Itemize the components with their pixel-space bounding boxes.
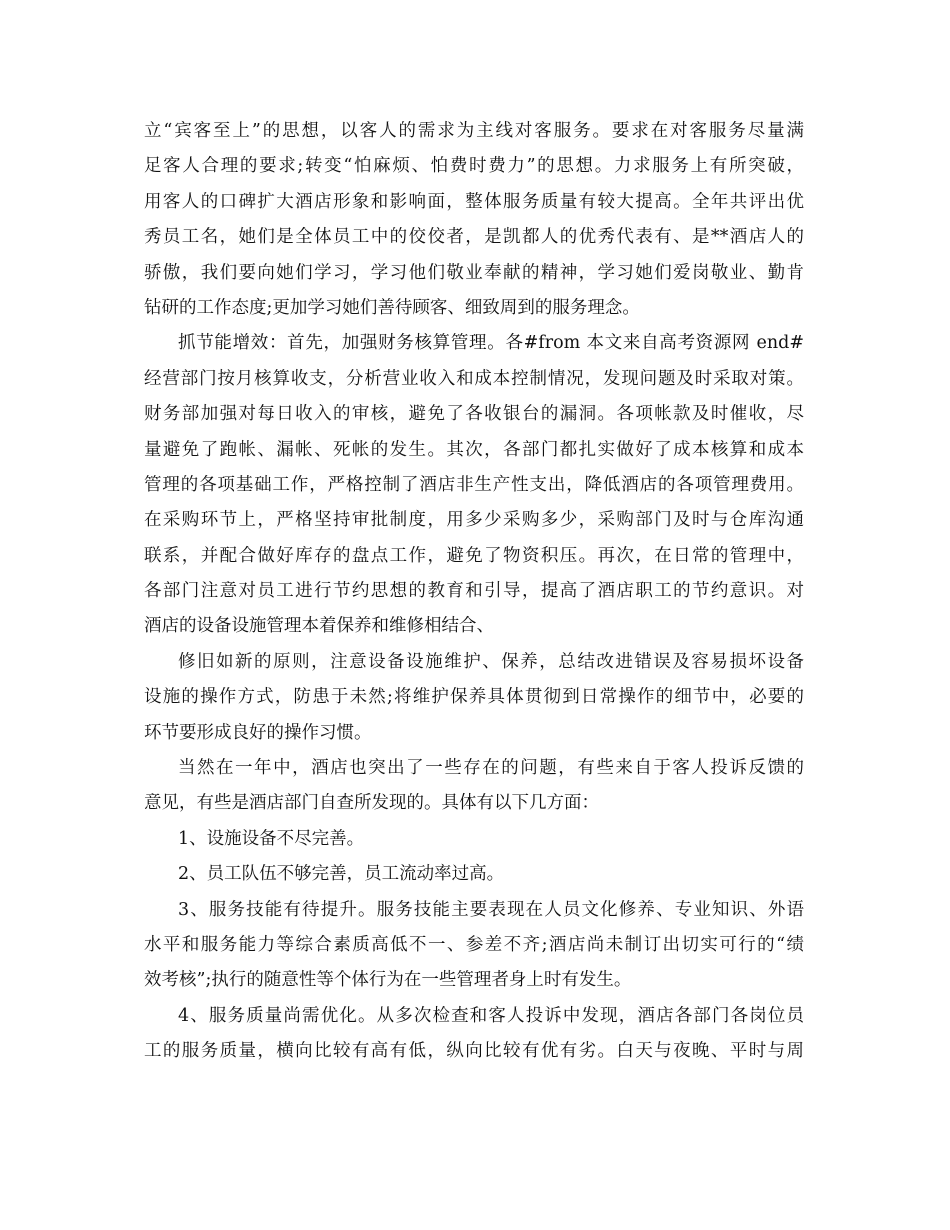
paragraph-start-line: 修旧如新的原则，注意设备设施维护、保养，总结改进错误及容易损坏设备 (178, 651, 804, 672)
text-line: 足客人合理的要求;转变“怕麻烦、怕费时费力”的思想。力求服务上有所突破， (144, 156, 804, 177)
text-line: 财务部加强对每日收入的审核，避免了各收银台的漏洞。各项帐款及时催收，尽 (144, 404, 804, 425)
text-line: 管理的各项基础工作，严格控制了酒店非生产性支出，降低酒店的各项管理费用。 (144, 474, 804, 495)
text-line: 在采购环节上，严格坚持审批制度，用多少采购多少，采购部门及时与仓库沟通 (144, 510, 804, 531)
text-line: 酒店的设备设施管理本着保养和维修相结合、 (144, 616, 494, 637)
list-item-line: 3、服务技能有待提升。服务技能主要表现在人员文化修养、专业知识、外语 (178, 899, 804, 920)
text-line: 立“宾客至上”的思想，以客人的需求为主线对客服务。要求在对客服务尽量满 (144, 121, 804, 141)
text-line: 联系，并配合做好库存的盘点工作，避免了物资积压。再次，在日常的管理中， (144, 545, 804, 566)
paragraph-start-line: 抓节能增效：首先，加强财务核算管理。各#from 本文来自高考资源网 end# (178, 333, 804, 354)
text-line: 设施的操作方式，防患于未然;将维护保养具体贯彻到日常操作的细节中，必要的 (144, 687, 804, 708)
text-line: 用客人的口碑扩大酒店形象和影响面，整体服务质量有较大提高。全年共评出优 (144, 191, 804, 212)
document-body (144, 114, 804, 1070)
list-item-line: 4、服务质量尚需优化。从多次检查和客人投诉中发现，酒店各部门各岗位员 (178, 1005, 804, 1026)
list-item-line: 2、员工队伍不够完善，员工流动率过高。 (178, 864, 505, 885)
text-line: 钻研的工作态度;更加学习她们善待顾客、细致周到的服务理念。 (144, 297, 640, 318)
text-line: 各部门注意对员工进行节约思想的教育和引导，提高了酒店职工的节约意识。对 (144, 581, 804, 602)
text-line: 工的服务质量，横向比较有高有低，纵向比较有优有劣。白天与夜晚、平时与周 (144, 1041, 804, 1062)
text-line: 经营部门按月核算收支，分析营业收入和成本控制情况，发现问题及时采取对策。 (144, 368, 804, 389)
text-line: 秀员工名，她们是全体员工中的佼佼者，是凯都人的优秀代表有、是**酒店人的 (144, 227, 804, 248)
paragraph-start-line: 当然在一年中，酒店也突出了一些存在的问题，有些来自于客人投诉反馈的 (178, 758, 804, 779)
text-line: 意见，有些是酒店部门自查所发现的。具体有以下几方面： (144, 793, 599, 814)
text-line: 水平和服务能力等综合素质高低不一、参差不齐;酒店尚未制订出切实可行的“绩 (144, 934, 804, 955)
text-line: 量避免了跑帐、漏帐、死帐的发生。其次，各部门都扎实做好了成本核算和成本 (144, 439, 804, 460)
list-item-line: 1、设施设备不尽完善。 (178, 828, 365, 849)
text-line: 效考核”;执行的随意性等个体行为在一些管理者身上时有发生。 (144, 970, 632, 991)
text-line: 环节要形成良好的操作习惯。 (144, 722, 372, 743)
text-line: 骄傲，我们要向她们学习，学习他们敬业奉献的精神，学习她们爱岗敬业、勤肯 (144, 262, 804, 283)
